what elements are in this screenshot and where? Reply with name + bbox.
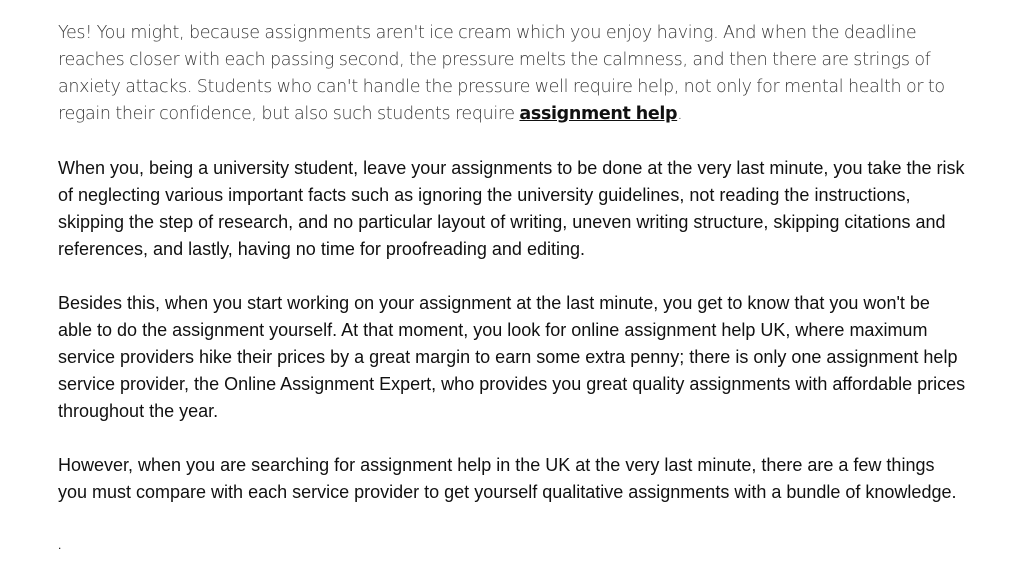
document-body	[58, 20, 968, 506]
paragraph-last-minute-risks: When you, being a university student, leave your assignments to be done at the very last minute, you take the risk of neglecting various important facts such as ignoring the university guidelines, not reading the instructions, skipping the step of research, and no particular layout of writing, uneven writing structure, skipping citations and references, and lastly, having no time for proofreading and editing.	[58, 158, 965, 259]
paragraph-compare-providers: However, when you are searching for assignment help in the UK at the very last minute, there are a few things you must compare with each service provider to get yourself qualitative assignments with a bundle of knowledge.	[58, 455, 957, 502]
intro-text: Yes! You might, because assignments aren't ice cream which you enjoy having. And when the deadline reaches closer with each passing second, the pressure melts the calmness, and then there are strings of anxiety attacks. Students who can't handle the pressure well require help, not only for mental health or to regain their confidence, but also such students require	[58, 23, 945, 124]
intro-period: .	[677, 104, 683, 124]
intro-paragraph	[58, 20, 968, 128]
assignment-help-link[interactable]: assignment help	[519, 104, 678, 124]
trailing-dot: .	[58, 538, 62, 552]
paragraph-online-help: Besides this, when you start working on your assignment at the last minute, you get to know that you won't be able to do the assignment yourself. At that moment, you look for online assignment help UK, where maximum service providers hike their prices by a great margin to earn some extra penny; there is only one assignment help service provider, the Online Assignment Expert, who provides you great quality assignments with affordable prices throughout the year.	[58, 293, 966, 421]
